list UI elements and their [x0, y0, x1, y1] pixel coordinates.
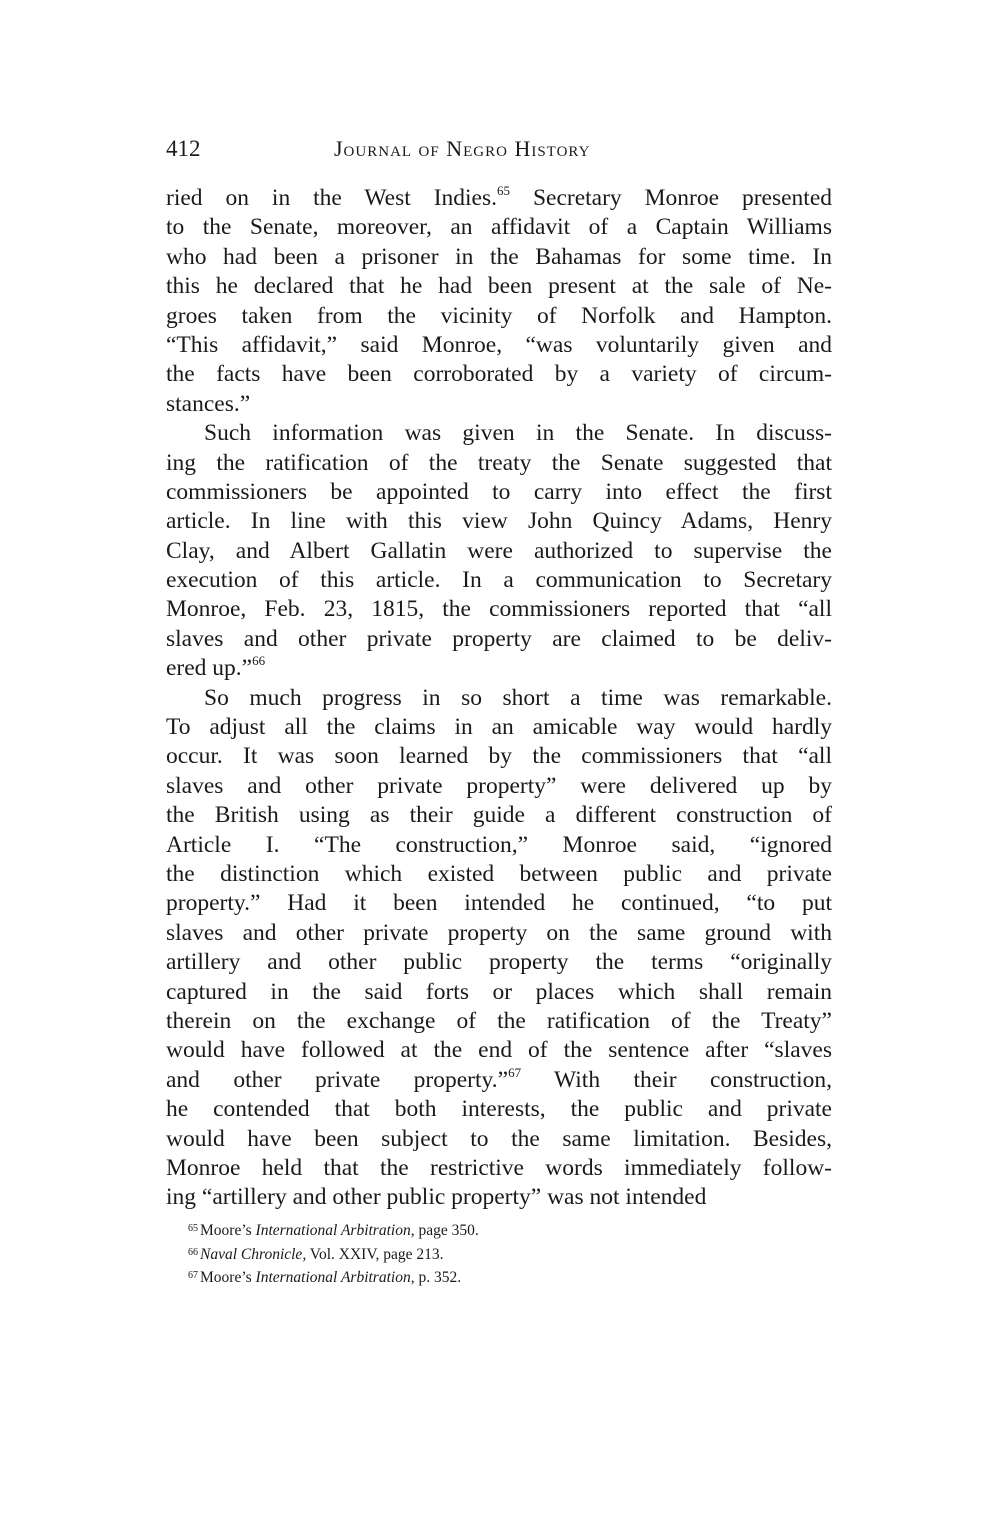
text-line	[166, 889, 832, 918]
footnote-locator: Vol. XXIV, page 213.	[306, 1245, 444, 1263]
text-line	[166, 625, 832, 654]
line-text: would have followed at the end of the sentence after “slaves	[166, 1037, 832, 1064]
line-text: So much progress in so short a time was remarkable.	[204, 684, 832, 711]
footnote-reference[interactable]: 65	[497, 183, 511, 198]
line-text: Clay, and Albert Gallatin were authorized to supervise the	[166, 537, 832, 564]
text-line	[166, 243, 832, 272]
line-text: he contended that both interests, the public and private	[166, 1096, 832, 1123]
body-text	[166, 184, 832, 1213]
line-text: slaves and other private property on the same ground with	[166, 919, 832, 946]
page-number: 412	[166, 136, 201, 161]
line-text: ing the ratification of the treaty the Senate suggested that	[166, 449, 832, 476]
line-text: the distinction which existed between public and private	[166, 860, 832, 887]
text-line	[166, 1125, 832, 1154]
footnote-author: Moore’s	[200, 1222, 256, 1239]
text-line	[166, 507, 832, 536]
line-text: property.” Had it been intended he continued, “to put	[166, 890, 832, 917]
footnote-reference[interactable]: 66	[252, 653, 266, 669]
line-text: “This affidavit,” said Monroe, “was voluntarily given and	[166, 331, 832, 358]
line-text: commissioners be appointed to carry into effect the first	[166, 478, 832, 505]
text-line	[166, 1095, 832, 1124]
text-line	[166, 684, 832, 713]
line-text: the facts have been corroborated by a variety of circum-	[166, 361, 832, 388]
footnote	[188, 1265, 828, 1289]
line-text: this he declared that he had been present at the sale of Ne-	[166, 273, 832, 300]
line-text: captured in the said forts or places which shall remain	[166, 978, 832, 1005]
line-text: To adjust all the claims in an amicable way would hardly	[166, 714, 832, 741]
text-line	[166, 272, 832, 301]
text-line	[166, 860, 832, 889]
text-line	[166, 213, 832, 242]
text-line	[166, 449, 832, 478]
text-line	[166, 478, 832, 507]
text-line	[166, 654, 832, 683]
footnote-author: Moore’s	[200, 1269, 256, 1286]
line-text: slaves and other private property are claimed to be deliv-	[166, 625, 832, 652]
text-line	[166, 1007, 832, 1036]
footnote-number: 65	[188, 1223, 198, 1234]
line-text: Monroe, Feb. 23, 1815, the commissioners reported that “all	[166, 596, 832, 623]
text-line	[166, 184, 832, 213]
paragraph	[166, 184, 832, 419]
line-text: ered up.”	[166, 655, 253, 682]
line-text: and other private property.”	[166, 1066, 509, 1093]
text-line	[166, 1154, 832, 1183]
footnote-number: 67	[188, 1270, 198, 1281]
footnote-reference[interactable]: 67	[508, 1064, 522, 1080]
text-line	[166, 566, 832, 595]
line-text: who had been a prisoner in the Bahamas for some time. In	[166, 243, 832, 270]
line-text: Such information was given in the Senate. In discuss-	[204, 420, 832, 447]
line-text-after-footnote: With their construction,	[521, 1066, 832, 1093]
text-line	[166, 302, 832, 331]
footnote-source-title: International Arbitration,	[255, 1222, 415, 1239]
line-text: to the Senate, moreover, an affidavit of a Captain Williams	[166, 214, 832, 241]
footnotes	[188, 1218, 828, 1289]
line-text: ing “artillery and other public property” was not intended	[166, 1184, 707, 1211]
line-text: ried on in the West Indies.	[166, 185, 498, 211]
text-line	[166, 919, 832, 948]
text-line	[166, 772, 832, 801]
text-line	[166, 948, 832, 977]
line-text: Monroe held that the restrictive words immediately follow-	[166, 1154, 832, 1181]
line-text: occur. It was soon learned by the commissioners that “all	[166, 743, 832, 770]
text-line	[166, 390, 832, 419]
line-text: artillery and other public property the terms “originally	[166, 949, 832, 976]
text-line	[166, 831, 832, 860]
text-line	[166, 419, 832, 448]
footnote-number: 66	[188, 1246, 198, 1258]
footnote-locator: p. 352.	[414, 1269, 462, 1286]
line-text: would have been subject to the same limitation. Besides,	[166, 1125, 832, 1152]
text-line	[166, 1183, 832, 1212]
page-header	[166, 132, 836, 166]
line-text: therein on the exchange of the ratification of the Treaty”	[166, 1007, 832, 1034]
footnote	[188, 1218, 828, 1242]
text-line	[166, 331, 832, 360]
text-line	[166, 537, 832, 566]
line-text: Article I. “The construction,” Monroe said, “ignored	[166, 831, 832, 858]
line-text-after-footnote: Secretary Monroe presented	[510, 185, 832, 211]
paragraph	[166, 419, 832, 684]
footnote-locator: page 350.	[414, 1222, 479, 1239]
text-line	[166, 742, 832, 771]
footnote	[188, 1242, 828, 1266]
line-text: the British using as their guide a different construction of	[166, 802, 832, 829]
line-text: execution of this article. In a communication to Secretary	[166, 567, 832, 594]
text-line	[166, 713, 832, 742]
footnote-source-title: Naval Chronicle,	[200, 1245, 307, 1263]
text-line	[166, 1036, 832, 1065]
line-text: groes taken from the vicinity of Norfolk and Hampton.	[166, 302, 832, 329]
line-text: article. In line with this view John Quincy Adams, Henry	[166, 508, 832, 535]
paragraph	[166, 684, 832, 1213]
text-line	[166, 360, 832, 389]
line-text: stances.”	[166, 390, 251, 417]
line-text: slaves and other private property” were delivered up by	[166, 772, 832, 799]
running-title: Journal of Negro History	[334, 136, 591, 161]
footnote-source-title: International Arbitration,	[255, 1269, 415, 1286]
text-line	[166, 978, 832, 1007]
text-line	[166, 1066, 832, 1095]
text-line	[166, 801, 832, 830]
text-line	[166, 595, 832, 624]
